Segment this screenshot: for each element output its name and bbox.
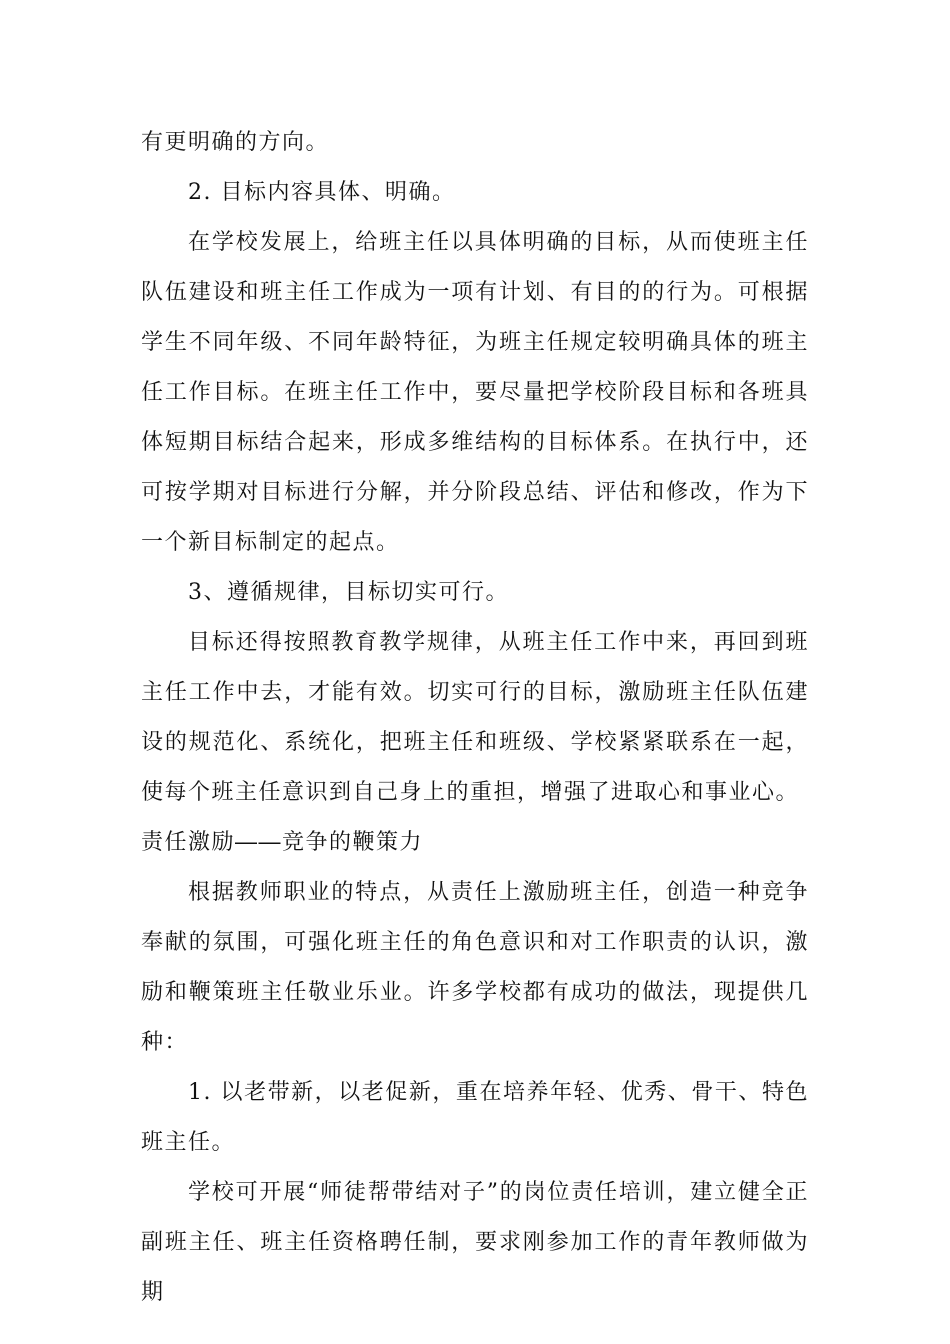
subheading-1: 1. 以老带新，以老促新，重在培养年轻、优秀、骨干、特色班主任。: [141, 1080, 809, 1155]
paragraph-body: 根据教师职业的特点，从责任上激励班主任，创造一种竞争奉献的氛围，可强化班主任的角色意识和对工作职责的认识，激励和鞭策班主任敬业乐业。许多学校都有成功的做法，现提供几种：: [141, 880, 809, 1055]
section-heading: 责任激励――竞争的鞭策力: [141, 830, 424, 855]
paragraph-body: 目标还得按照教育教学规律，从班主任工作中来，再回到班主任工作中去，才能有效。切实可行的目标，激励班主任队伍建设的规范化、系统化，把班主任和班级、学校紧紧联系在一起，使每个班主任意识到自己身上的重担，增强了进取心和事业心。: [141, 630, 809, 805]
subheading-2: 2. 目标内容具体、明确。: [188, 180, 456, 205]
paragraph-continuation: 有更明确的方向。: [141, 130, 330, 155]
subheading-3: 3、遵循规律，目标切实可行。: [188, 580, 509, 605]
paragraph-body: 学校可开展“师徒帮带结对子”的岗位责任培训，建立健全正副班主任、班主任资格聘任制，要求刚参加工作的青年教师做为期: [141, 1180, 809, 1305]
paragraph-body: 在学校发展上，给班主任以具体明确的目标，从而使班主任队伍建设和班主任工作成为一项有计划、有目的的行为。可根据学生不同年级、不同年龄特征，为班主任规定较明确具体的班主任工作目标。在班主任工作中，要尽量把学校阶段目标和各班具体短期目标结合起来，形成多维结构的目标体系。在执行中，还可按学期对目标进行分解，并分阶段总结、评估和修改，作为下一个新目标制定的起点。: [141, 230, 809, 555]
document-body: [141, 118, 809, 1318]
